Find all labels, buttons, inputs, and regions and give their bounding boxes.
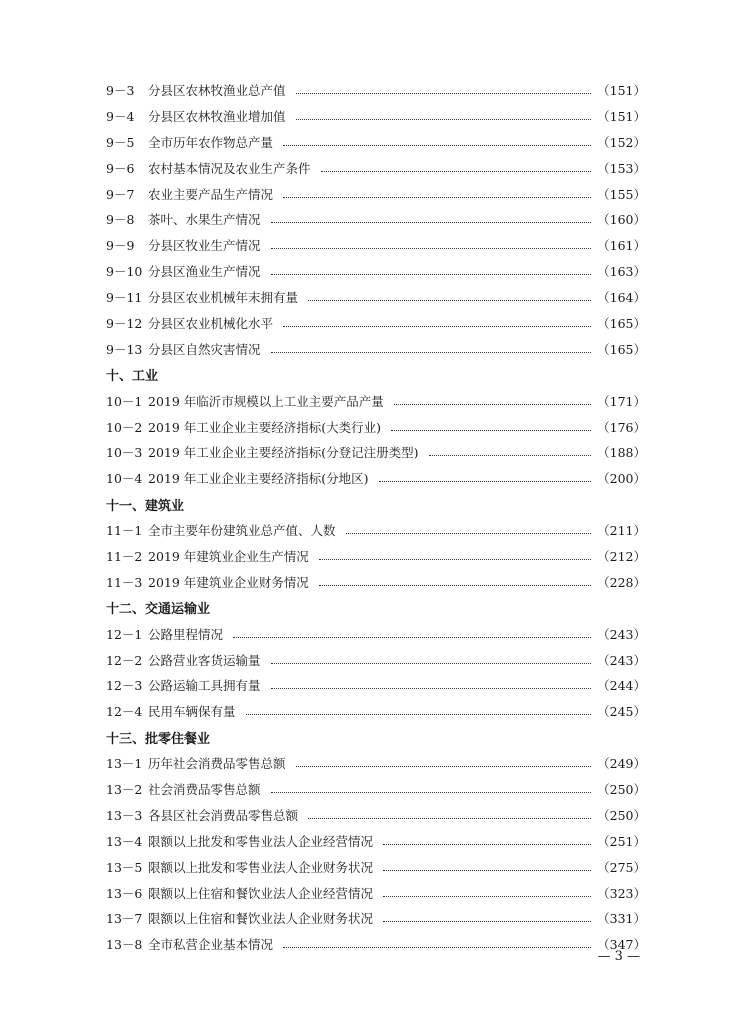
- entry-title: 分县区农林牧渔业增加值: [148, 108, 286, 124]
- entry-title: 分县区牧业生产情况: [148, 238, 261, 254]
- entry-page-number: （165）: [597, 315, 646, 331]
- entry-number: 12－1: [106, 626, 143, 642]
- entry-number: 9－13: [106, 341, 143, 357]
- entry-number: 11－2: [106, 548, 143, 564]
- entry-title: 2019 年建筑业企业财务情况: [148, 574, 309, 590]
- entry-title: 公路里程情况: [148, 626, 224, 642]
- entry-number: 9－12: [106, 315, 143, 331]
- entry-title: 公路运输工具拥有量: [148, 678, 261, 694]
- entry-page-number: （243）: [597, 652, 646, 668]
- toc-entry[interactable]: [106, 336, 646, 362]
- entry-title: 公路营业客货运输量: [148, 652, 261, 668]
- entry-number: 10－1: [106, 393, 143, 409]
- entry-number: 9－11: [106, 290, 143, 306]
- entry-number: 11－3: [106, 574, 143, 590]
- dot-leader: [296, 92, 592, 94]
- entry-title: 分县区农林牧渔业总产值: [148, 82, 286, 98]
- entry-title: 全市私营企业基本情况: [148, 937, 274, 953]
- toc-entry[interactable]: [106, 258, 646, 284]
- entry-title: 限额以上住宿和餐饮业法人企业财务状况: [148, 911, 374, 927]
- entry-number: 13－6: [106, 885, 143, 901]
- entry-page-number: （249）: [597, 756, 646, 772]
- toc-entry[interactable]: [106, 698, 646, 724]
- entry-page-number: （250）: [597, 807, 646, 823]
- entry-number: 9－4: [106, 108, 135, 124]
- entry-page-number: （151）: [597, 108, 646, 124]
- entry-page-number: （160）: [597, 212, 646, 228]
- toc-entry[interactable]: [106, 854, 646, 880]
- entry-page-number: （164）: [597, 290, 646, 306]
- entry-number: 13－3: [106, 807, 143, 823]
- entry-page-number: （200）: [597, 471, 646, 487]
- entry-page-number: （212）: [597, 548, 646, 564]
- dot-leader: [271, 247, 592, 249]
- dot-leader: [391, 429, 591, 431]
- dot-leader: [296, 765, 592, 767]
- dot-leader: [383, 843, 591, 845]
- toc-entry[interactable]: [106, 103, 646, 129]
- entry-page-number: （153）: [597, 160, 646, 176]
- dot-leader: [319, 584, 591, 586]
- entry-title: 2019 年建筑业企业生产情况: [148, 548, 309, 564]
- entry-title: 限额以上住宿和餐饮业法人企业经营情况: [148, 885, 374, 901]
- dot-leader: [271, 221, 592, 223]
- toc-entry[interactable]: [106, 880, 646, 906]
- entry-number: 10－2: [106, 419, 143, 435]
- entry-number: 13－7: [106, 911, 143, 927]
- toc-entry[interactable]: [106, 672, 646, 698]
- toc-entry[interactable]: [106, 465, 646, 491]
- dot-leader: [271, 687, 592, 689]
- entry-number: 12－4: [106, 704, 143, 720]
- section-heading: 十一、建筑业: [106, 498, 185, 514]
- dot-leader: [308, 299, 591, 301]
- dot-leader: [383, 920, 591, 922]
- entry-title: 历年社会消费品零售总额: [148, 756, 286, 772]
- section-heading: 十三、批零住餐业: [106, 731, 211, 747]
- entry-page-number: （331）: [597, 911, 646, 927]
- entry-title: 2019 年临沂市规模以上工业主要产品产量: [148, 393, 384, 409]
- entry-page-number: （245）: [597, 704, 646, 720]
- entry-number: 13－5: [106, 859, 143, 875]
- entry-page-number: （275）: [597, 859, 646, 875]
- entry-number: 9－7: [106, 186, 135, 202]
- dot-leader: [271, 351, 592, 353]
- page-number-footer: — 3 —: [597, 949, 640, 964]
- toc-entry[interactable]: [106, 906, 646, 932]
- entry-page-number: （171）: [597, 393, 646, 409]
- entry-title: 农村基本情况及农业生产条件: [148, 160, 311, 176]
- toc-entry[interactable]: [106, 206, 646, 232]
- entry-page-number: （243）: [597, 626, 646, 642]
- toc-entry[interactable]: [106, 802, 646, 828]
- entry-page-number: （152）: [597, 134, 646, 150]
- toc-entry[interactable]: [106, 776, 646, 802]
- toc-entry[interactable]: [106, 388, 646, 414]
- entry-title: 农业主要产品生产情况: [148, 186, 274, 202]
- toc-entry[interactable]: [106, 828, 646, 854]
- entry-title: 分县区自然灾害情况: [148, 341, 261, 357]
- dot-leader: [383, 869, 591, 871]
- entry-number: 12－3: [106, 678, 143, 694]
- entry-page-number: （188）: [597, 445, 646, 461]
- dot-leader: [271, 273, 592, 275]
- dot-leader: [271, 662, 592, 664]
- entry-title: 2019 年工业企业主要经济指标(分登记注册类型): [148, 445, 419, 461]
- entry-number: 9－9: [106, 238, 135, 254]
- entry-title: 全市主要年份建筑业总产值、人数: [148, 523, 336, 539]
- dot-leader: [394, 403, 591, 405]
- toc-entry[interactable]: [106, 310, 646, 336]
- toc-entry[interactable]: [106, 517, 646, 543]
- entry-number: 10－3: [106, 445, 143, 461]
- entry-title: 限额以上批发和零售业法人企业经营情况: [148, 833, 374, 849]
- entry-page-number: （161）: [597, 238, 646, 254]
- toc-entry[interactable]: [106, 931, 646, 957]
- toc-entry[interactable]: [106, 439, 646, 465]
- toc-entry[interactable]: [106, 647, 646, 673]
- entry-number: 11－1: [106, 523, 143, 539]
- dot-leader: [283, 196, 591, 198]
- dot-leader: [283, 946, 591, 948]
- entry-number: 9－10: [106, 264, 143, 280]
- entry-number: 13－4: [106, 833, 143, 849]
- entry-title: 社会消费品零售总额: [148, 781, 261, 797]
- entry-title: 分县区农业机械年末拥有量: [148, 290, 299, 306]
- entry-number: 13－1: [106, 756, 143, 772]
- entry-title: 2019 年工业企业主要经济指标(分地区): [148, 471, 369, 487]
- entry-number: 13－8: [106, 937, 143, 953]
- entry-page-number: （163）: [597, 264, 646, 280]
- entry-page-number: （323）: [597, 885, 646, 901]
- dot-leader: [296, 118, 592, 120]
- toc-entry[interactable]: [106, 129, 646, 155]
- entry-title: 2019 年工业企业主要经济指标(大类行业): [148, 419, 382, 435]
- entry-page-number: （347）: [597, 937, 646, 953]
- entry-title: 分县区渔业生产情况: [148, 264, 261, 280]
- entry-title: 民用车辆保有量: [148, 704, 236, 720]
- entry-title: 分县区农业机械化水平: [148, 315, 274, 331]
- dot-leader: [319, 558, 591, 560]
- entry-title: 全市历年农作物总产量: [148, 134, 274, 150]
- entry-page-number: （250）: [597, 781, 646, 797]
- entry-page-number: （165）: [597, 341, 646, 357]
- entry-page-number: （244）: [597, 678, 646, 694]
- dot-leader: [271, 791, 592, 793]
- entry-number: 9－8: [106, 212, 135, 228]
- dot-leader: [429, 454, 592, 456]
- toc-entry[interactable]: [106, 543, 646, 569]
- dot-leader: [283, 144, 591, 146]
- toc-entry[interactable]: [106, 181, 646, 207]
- entry-number: 9－5: [106, 134, 135, 150]
- toc-entry[interactable]: [106, 621, 646, 647]
- entry-page-number: （211）: [597, 523, 646, 539]
- entry-page-number: （251）: [597, 833, 646, 849]
- entry-title: 茶叶、水果生产情况: [148, 212, 261, 228]
- dot-leader: [346, 532, 592, 534]
- entry-number: 13－2: [106, 781, 143, 797]
- entry-page-number: （155）: [597, 186, 646, 202]
- entry-number: 12－2: [106, 652, 143, 668]
- toc-entry[interactable]: [106, 232, 646, 258]
- section-heading: 十二、交通运输业: [106, 602, 211, 618]
- toc-entry[interactable]: [106, 284, 646, 310]
- dot-leader: [246, 713, 592, 715]
- toc-entry[interactable]: [106, 155, 646, 181]
- toc-entry[interactable]: [106, 414, 646, 440]
- dot-leader: [321, 170, 592, 172]
- entry-title: 限额以上批发和零售业法人企业财务状况: [148, 859, 374, 875]
- entry-title: 各县区社会消费品零售总额: [148, 807, 299, 823]
- dot-leader: [233, 636, 591, 638]
- dot-leader: [383, 895, 591, 897]
- entry-number: 9－3: [106, 82, 135, 98]
- entry-page-number: （176）: [597, 419, 646, 435]
- table-of-contents: [106, 77, 646, 957]
- dot-leader: [308, 817, 591, 819]
- dot-leader: [379, 480, 592, 482]
- entry-number: 9－6: [106, 160, 135, 176]
- dot-leader: [283, 325, 591, 327]
- toc-entry[interactable]: [106, 750, 646, 776]
- section-heading: 十、工业: [106, 369, 159, 385]
- entry-page-number: （151）: [597, 82, 646, 98]
- entry-page-number: （228）: [597, 574, 646, 590]
- toc-entry[interactable]: [106, 77, 646, 103]
- entry-number: 10－4: [106, 471, 143, 487]
- toc-entry[interactable]: [106, 569, 646, 595]
